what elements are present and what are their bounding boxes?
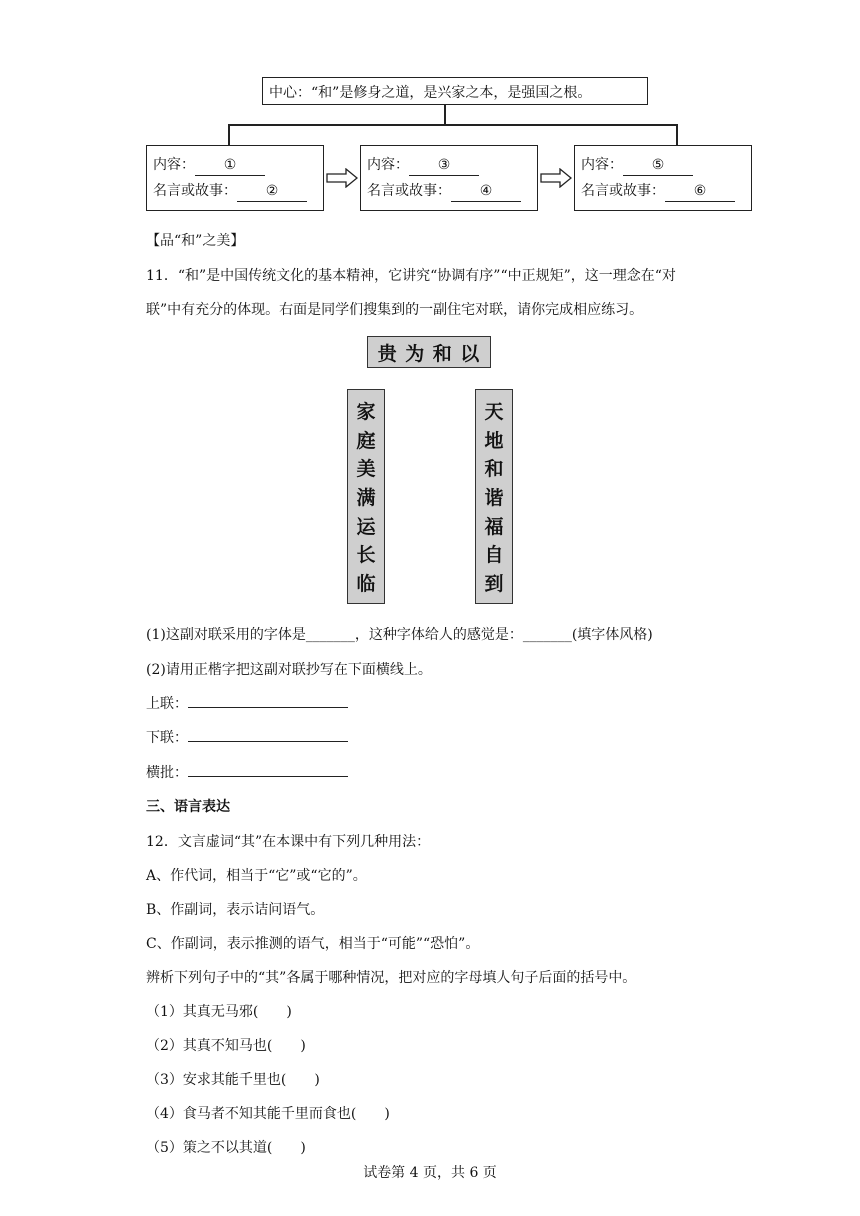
q12-option-c: C、作副词，表示推测的语气，相当于“可能”“恐怕”。 (146, 936, 480, 952)
couplet-char: 到 (484, 573, 504, 596)
center-theme-text: 中心：“和”是修身之道，是兴家之本，是强国之根。 (269, 85, 592, 101)
content-label: 内容： (581, 157, 623, 173)
connector-vertical-top (444, 105, 446, 125)
q11-line1: 11．“和”是中国传统文化的基本精神，它讲究“协调有序”“中正规矩”，这一理念在“对 (146, 268, 676, 284)
content-box-2 (360, 145, 538, 211)
couplet-char: 运 (356, 515, 376, 538)
couplet-horizontal-scroll (367, 336, 491, 368)
section-heading: 【品“和”之美】 (146, 233, 245, 249)
q12-item-4[interactable]: （4）食马者不知其能千里而食也( ) (146, 1106, 390, 1122)
q12-item-2[interactable]: （2）其真不知马也( ) (146, 1038, 306, 1054)
blank-5[interactable]: ⑤ (623, 155, 693, 176)
right-arrow-icon (326, 168, 358, 188)
couplet-char: 庭 (356, 429, 376, 452)
blank-6[interactable]: ⑥ (665, 181, 735, 202)
blank-1[interactable]: ① (195, 155, 265, 176)
couplet-char: 满 (356, 486, 376, 509)
q12-stem: 12．文言虚词“其”在本课中有下列几种用法： (146, 834, 431, 850)
content-label: 内容： (153, 157, 195, 173)
story-label: 名言或故事： (581, 183, 665, 199)
couplet-left-scroll (347, 389, 385, 604)
q11-line2: 联”中有充分的体现。右面是同学们搜集到的一副住宅对联，请你完成相应练习。 (146, 302, 644, 318)
blank-3[interactable]: ③ (409, 155, 479, 176)
content-label: 内容： (367, 157, 409, 173)
couplet-char: 贵 (377, 342, 398, 365)
q12-item-3[interactable]: （3）安求其能千里也( ) (146, 1072, 320, 1088)
content-box-1 (146, 145, 324, 211)
q11-sub2: (2)请用正楷字把这副对联抄写在下面横线上。 (146, 662, 432, 678)
couplet-char: 临 (356, 573, 376, 596)
couplet-char: 和 (432, 342, 453, 365)
couplet-char: 福 (484, 515, 504, 538)
couplet-char: 谐 (484, 486, 504, 509)
upper-answer-field[interactable] (188, 693, 348, 708)
couplet-char: 美 (356, 458, 376, 481)
blank-2[interactable]: ② (237, 181, 307, 202)
q12-instruction: 辨析下列句子中的“其”各属于哪种情况，把对应的字母填人句子后面的括号中。 (146, 970, 637, 986)
couplet-right-scroll (475, 389, 513, 604)
lower-couplet-line (146, 727, 348, 747)
couplet-char: 以 (460, 342, 481, 365)
lower-answer-field[interactable] (188, 727, 348, 742)
center-theme-box (262, 77, 648, 105)
couplet-char: 为 (405, 342, 426, 365)
upper-label: 上联： (146, 696, 188, 712)
blank-4[interactable]: ④ (451, 181, 521, 202)
q12-item-1[interactable]: （1）其真无马邪( ) (146, 1004, 292, 1020)
page-footer: 试卷第 4 页，共 6 页 (363, 1165, 497, 1181)
connector-horizontal (228, 124, 677, 126)
q12-option-b: B、作副词，表示诘问语气。 (146, 902, 325, 918)
right-arrow-icon (540, 168, 572, 188)
couplet-char: 自 (484, 544, 504, 567)
section3-heading: 三、语言表达 (146, 799, 230, 815)
couplet-char: 家 (356, 400, 376, 423)
couplet-char: 天 (484, 400, 504, 423)
connector-left-drop (228, 124, 230, 145)
q12-option-a: A、作代词，相当于“它”或“它的”。 (146, 868, 367, 884)
horiz-label: 横批： (146, 765, 188, 781)
story-label: 名言或故事： (367, 183, 451, 199)
lower-label: 下联： (146, 730, 188, 746)
couplet-char: 长 (356, 544, 376, 567)
content-box-3 (574, 145, 752, 211)
couplet-char: 地 (484, 429, 504, 452)
q12-item-5[interactable]: （5）策之不以其道( ) (146, 1140, 306, 1156)
story-label: 名言或故事： (153, 183, 237, 199)
upper-couplet-line (146, 693, 348, 713)
q11-sub1: (1)这副对联采用的字体是_______，这种字体给人的感觉是：_______(填字体风格) (146, 627, 653, 643)
horizontal-couplet-line (146, 762, 348, 782)
couplet-char: 和 (484, 458, 504, 481)
horiz-answer-field[interactable] (188, 762, 348, 777)
connector-right-drop (676, 124, 678, 145)
